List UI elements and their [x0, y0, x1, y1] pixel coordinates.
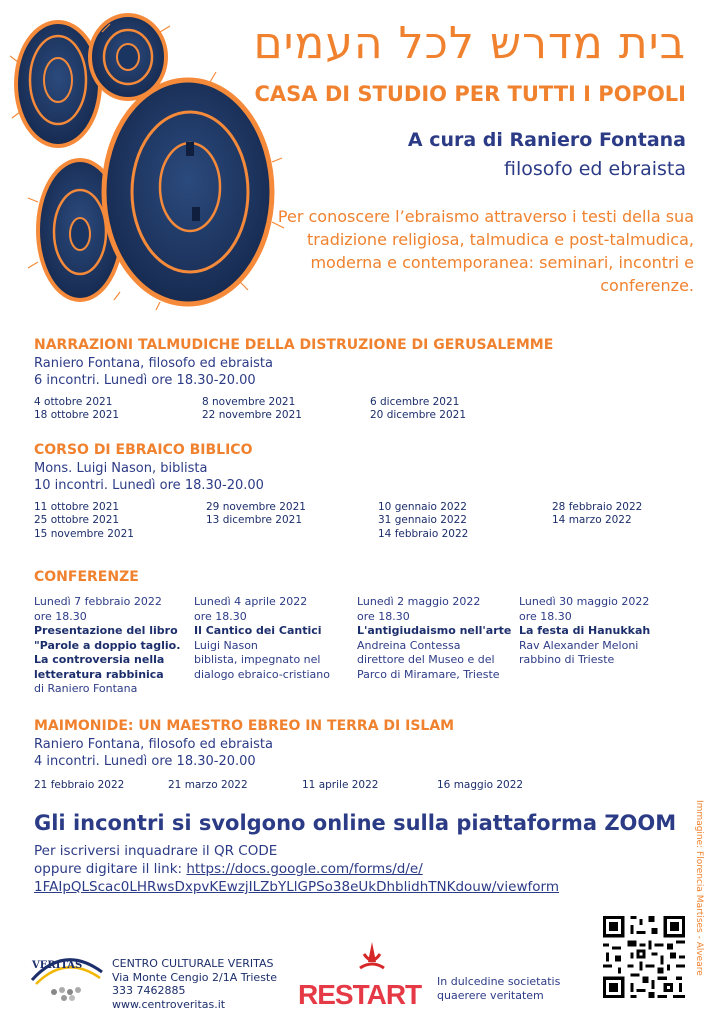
section-title-maimonides: MAIMONIDE: UN MAESTRO EBREO IN TERRA DI ISLAM: [34, 718, 455, 734]
org-name: CENTRO CULTURALE VERITAS: [112, 957, 274, 970]
talmud-date: 8 novembre 2021: [202, 396, 296, 408]
conference-speaker-role: direttore del Museo e del Parco di Miramare, Trieste: [357, 653, 500, 681]
registration-link-label: oppure digitare il link:: [34, 861, 187, 877]
section-title-conferences: CONFERENZE: [34, 569, 139, 585]
zoom-headline: Gli incontri si svolgono online sulla piattaforma ZOOM: [34, 811, 677, 835]
conference-speaker-role: biblista, impegnato nel dialogo ebraico-cristiano: [194, 653, 330, 681]
org-contact: [112, 957, 277, 1011]
conference-speaker-role: rabbino di Trieste: [519, 653, 615, 666]
conference-title: L'antigiudaismo nell'arte: [357, 624, 512, 637]
section-title-hebrew: CORSO DI EBRAICO BIBLICO: [34, 442, 253, 458]
veritas-logo-text: VERITAS: [32, 960, 83, 971]
talmud-teacher: Raniero Fontana, filosofo ed ebraista: [34, 356, 273, 371]
image-credit: Immagine: Florencia Martises - Alveare: [694, 800, 704, 976]
motto-line: quaerere veritatem: [437, 989, 544, 1002]
talmud-schedule: 6 incontri. Lunedì ore 18.30-20.00: [34, 373, 256, 388]
org-website[interactable]: www.centroveritas.it: [112, 997, 226, 1011]
restart-logo-text: RESTART: [298, 979, 422, 1010]
conference-title: Il Cantico dei Cantici: [194, 624, 322, 637]
conference-item: [194, 595, 354, 682]
hebrew-date: 29 novembre 2021: [206, 501, 306, 513]
curator-name: A cura di Raniero Fontana: [407, 129, 686, 151]
conference-date: Lunedì 30 maggio 2022: [519, 595, 650, 608]
hebrew-date: 28 febbraio 2022: [552, 501, 643, 513]
section-title-talmud: NARRAZIONI TALMUDICHE DELLA DISTRUZIONE DI GERUSALEMME: [34, 337, 554, 353]
curator-role: filosofo ed ebraista: [503, 158, 686, 180]
conference-date: Lunedì 2 maggio 2022: [357, 595, 481, 608]
maimonides-schedule: 4 incontri. Lunedì ore 18.30-20.00: [34, 754, 256, 769]
conference-time: ore 18.30: [519, 609, 572, 623]
hebrew-date: 13 dicembre 2021: [206, 514, 303, 526]
qr-code[interactable]: [600, 913, 688, 1001]
maimonides-date: 11 aprile 2022: [302, 779, 379, 791]
talmud-date: 4 ottobre 2021: [34, 396, 113, 408]
registration-info: [34, 842, 559, 896]
hebrew-date: 11 ottobre 2021: [34, 501, 120, 513]
conference-date: Lunedì 4 aprile 2022: [194, 595, 308, 608]
hebrew-date: 14 febbraio 2022: [378, 528, 469, 540]
italian-title: CASA DI STUDIO PER TUTTI I POPOLI: [254, 82, 686, 106]
talmud-date: 20 dicembre 2021: [370, 409, 467, 421]
maimonides-date: 16 maggio 2022: [437, 779, 524, 791]
veritas-logo: [24, 950, 108, 1008]
conference-time: ore 18.30: [34, 609, 87, 623]
hebrew-date: 15 novembre 2021: [34, 528, 134, 540]
hebrew-date: 31 gennaio 2022: [378, 514, 467, 526]
intro-text: Per conoscere l’ebraismo attraverso i testi della sua tradizione religiosa, talmudica e post-talmudica, moderna e contemporanea: seminari, incontri e conferenze.: [277, 207, 694, 295]
registration-link-line: [34, 860, 559, 878]
conference-title: Presentazione del libro "Parole a doppio taglio. La controversia nella letteratura rabbinica: [34, 624, 181, 681]
hebrew-schedule: 10 incontri. Lunedì ore 18.30-20.00: [34, 478, 264, 493]
conference-speaker: Rav Alexander Meloni: [519, 638, 639, 652]
talmud-date: 22 novembre 2021: [202, 409, 302, 421]
registration-qr-line: Per iscriversi inquadrare il QR CODE: [34, 843, 278, 859]
registration-link-continued[interactable]: 1FAIpQLScac0LHRwsDxpvKEwzjILZbYLlGPSo38eUkDhblidhTNKdouw/viewform: [34, 879, 559, 895]
conference-speaker: Luigi Nason: [194, 638, 258, 652]
conference-speaker: Andreina Contessa: [357, 638, 461, 652]
org-address: Via Monte Cengio 2/1A Trieste: [112, 970, 278, 984]
hebrew-date: 10 gennaio 2022: [378, 501, 467, 513]
conference-time: ore 18.30: [194, 609, 247, 623]
hebrew-date: 25 ottobre 2021: [34, 514, 120, 526]
talmud-date: 18 ottobre 2021: [34, 409, 120, 421]
maimonides-date: 21 marzo 2022: [168, 779, 248, 791]
motto-line: In dulcedine societatis: [437, 975, 561, 988]
hebrew-title: בית מדרש לכל העמים: [253, 18, 686, 69]
conference-title: La festa di Hanukkah: [519, 624, 651, 637]
conference-item: [34, 595, 194, 697]
maimonides-date: 21 febbraio 2022: [34, 779, 125, 791]
org-phone: 333 7462885: [112, 984, 186, 997]
motto: [437, 975, 560, 1003]
restart-logo: [294, 940, 424, 1010]
talmud-date: 6 dicembre 2021: [370, 396, 460, 408]
conference-item: [519, 595, 679, 668]
conference-item: [357, 595, 517, 682]
maimonides-teacher: Raniero Fontana, filosofo ed ebraista: [34, 737, 273, 752]
hebrew-date: 14 marzo 2022: [552, 514, 632, 526]
conference-speaker: di Raniero Fontana: [34, 682, 138, 695]
conference-date: Lunedì 7 febbraio 2022: [34, 595, 162, 608]
conference-time: ore 18.30: [357, 609, 410, 623]
hebrew-teacher: Mons. Luigi Nason, biblista: [34, 461, 208, 476]
registration-link[interactable]: https://docs.google.com/forms/d/e/: [186, 861, 423, 877]
